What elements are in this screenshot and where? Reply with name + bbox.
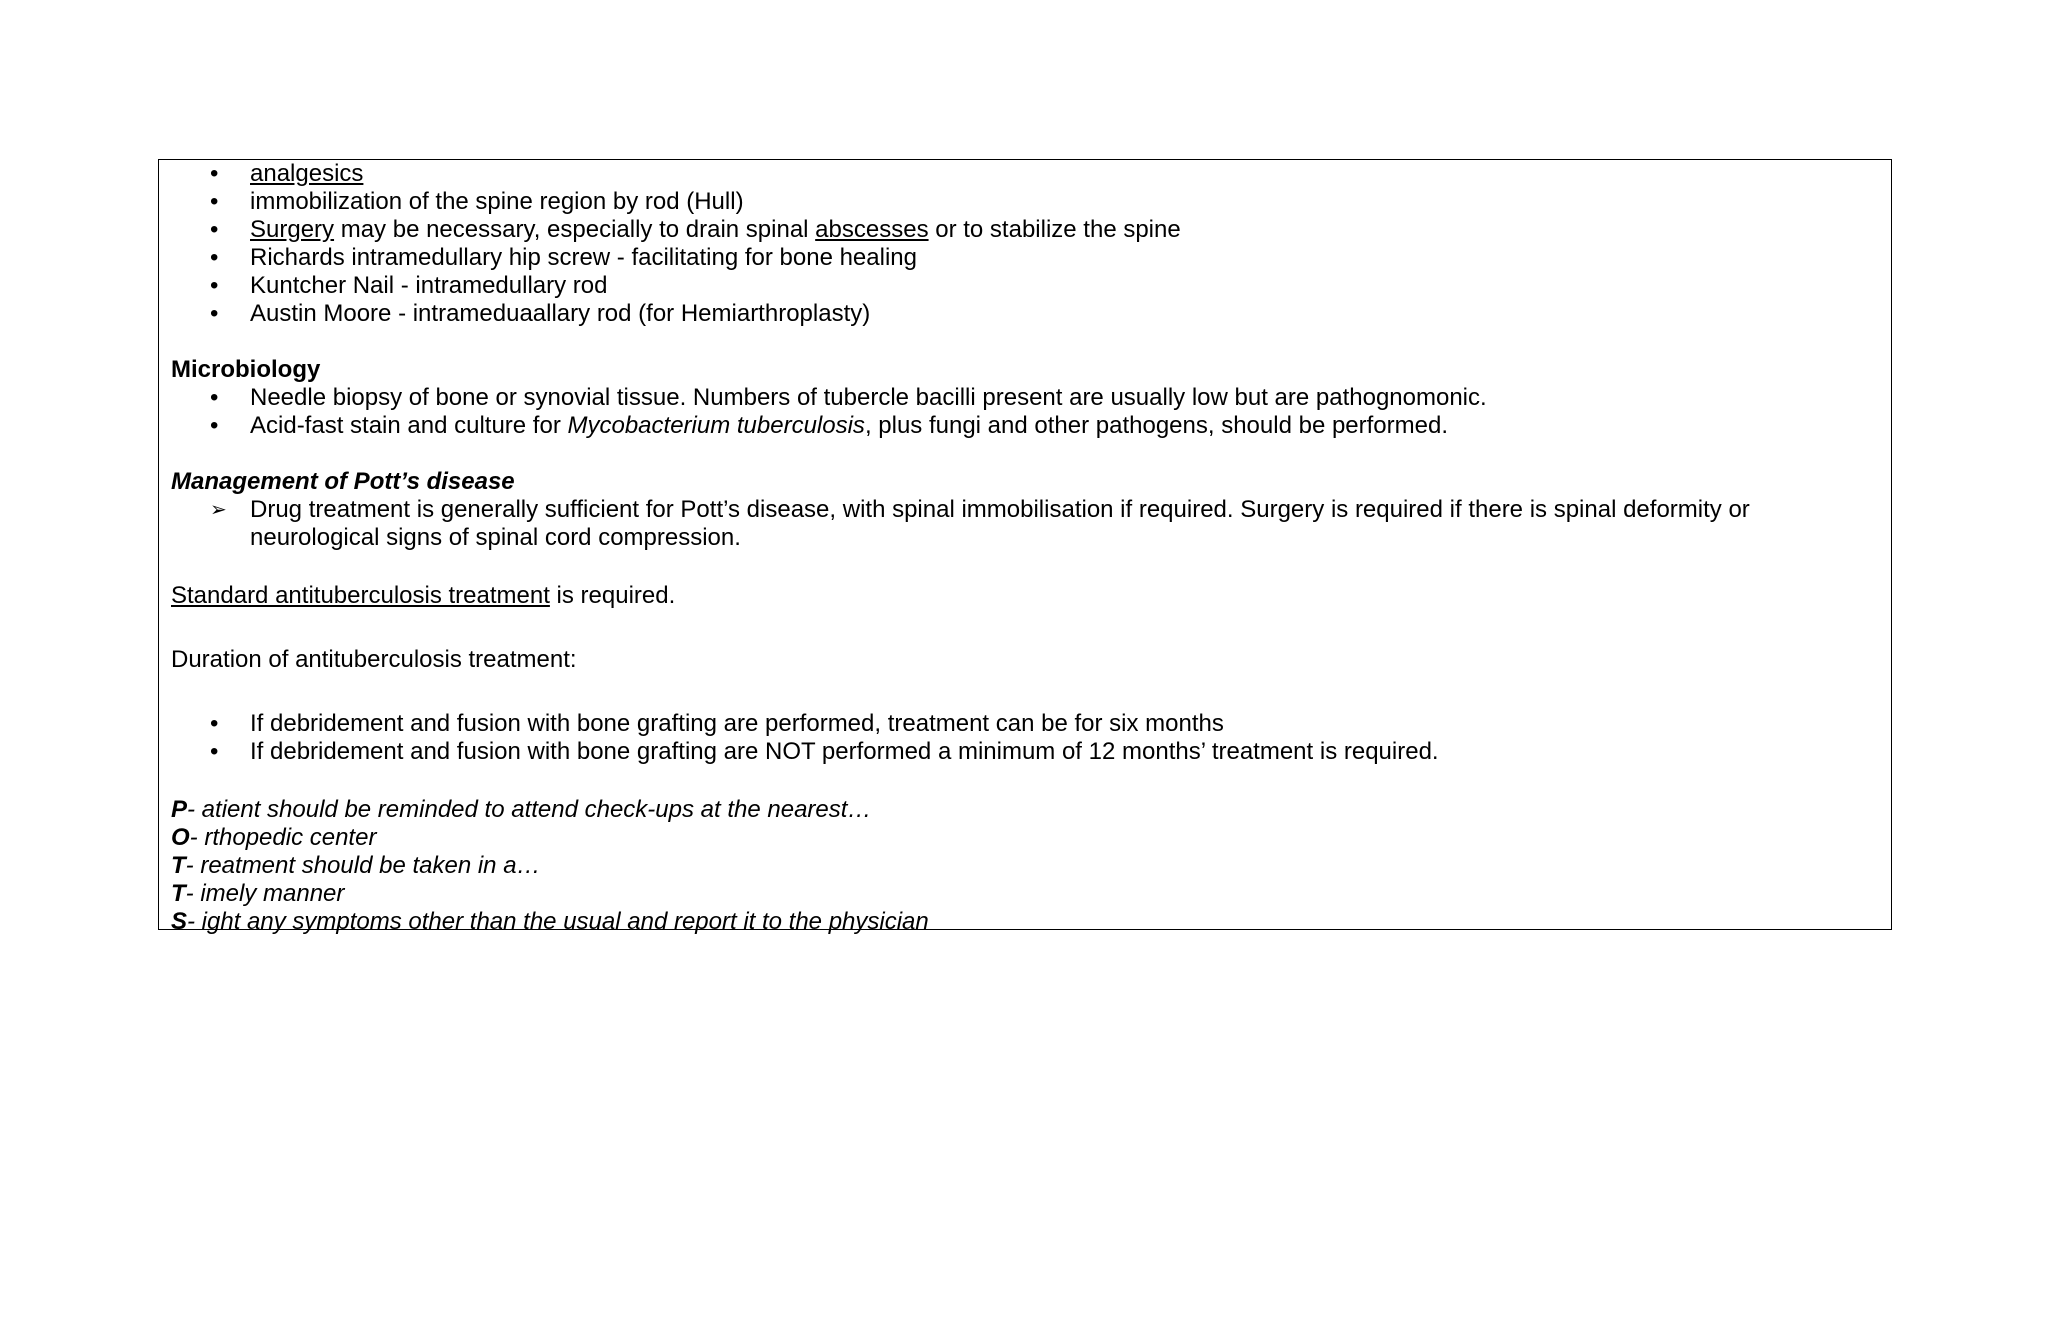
analgesics-link[interactable]: analgesics <box>250 160 364 187</box>
standard-treatment-line <box>171 582 675 610</box>
list-item: If debridement and fusion with bone grafting are NOT performed a minimum of 12 months’ treatment is required. <box>250 738 1439 765</box>
mnemonic-text: - ight any symptoms other than the usual and report it to the physician <box>187 908 929 935</box>
list-item: Kuntcher Nail - intramedullary rod <box>250 272 608 299</box>
mnemonic-letter: T <box>171 852 186 879</box>
mnemonic-letter: P <box>171 796 188 823</box>
mnemonic-line <box>171 796 871 824</box>
mnemonic-text: - atient should be reminded to attend check-ups at the nearest… <box>187 796 872 823</box>
list-item: Austin Moore - intrameduaallary rod (for Hemiarthroplasty) <box>250 300 871 327</box>
mnemonic-text: - imely manner <box>185 880 345 907</box>
list-item <box>250 412 1448 440</box>
management-text-line1: Drug treatment is generally sufficient for Pott’s disease, with spinal immobilisation if required. Surgery is required if there is spinal deformity or <box>250 496 1750 523</box>
standard-treatment-rest: is required. <box>549 582 676 609</box>
abscesses-link[interactable]: abscesses <box>815 216 929 243</box>
list-item-text: , plus fungi and other pathogens, should be performed. <box>864 412 1449 439</box>
bullet: • <box>210 738 219 765</box>
organism-name: Mycobacterium tuberculosis <box>567 412 865 439</box>
mnemonic-letter: T <box>171 880 186 907</box>
bullet: • <box>210 384 219 411</box>
bullet: • <box>210 710 219 737</box>
bullet: • <box>210 300 219 327</box>
list-item-text: may be necessary, especially to drain spinal <box>334 216 816 243</box>
bullet: • <box>210 244 219 271</box>
bullet: • <box>210 412 219 439</box>
mnemonic-letter: O <box>171 824 190 851</box>
list-item-text: or to stabilize the spine <box>928 216 1181 243</box>
mnemonic-text: - rthopedic center <box>189 824 377 851</box>
mnemonic-line <box>171 908 929 936</box>
bullet: • <box>210 160 219 187</box>
list-item <box>250 160 363 188</box>
surgery-link[interactable]: Surgery <box>250 216 335 243</box>
bullet: • <box>210 272 219 299</box>
list-item-text: Acid-fast stain and culture for <box>250 412 568 439</box>
mnemonic-line <box>171 852 541 880</box>
mnemonic-line <box>171 880 344 908</box>
management-text-line2: neurological signs of spinal cord compression. <box>250 524 741 551</box>
list-item <box>250 216 1181 244</box>
list-item: If debridement and fusion with bone grafting are performed, treatment can be for six months <box>250 710 1224 737</box>
section-heading-management: Management of Pott’s disease <box>171 468 515 495</box>
duration-heading: Duration of antituberculosis treatment: <box>171 646 577 673</box>
arrow-bullet-icon: ➢ <box>210 499 227 521</box>
mnemonic-line <box>171 824 376 852</box>
list-item: Richards intramedullary hip screw - facilitating for bone healing <box>250 244 917 271</box>
bullet: • <box>210 188 219 215</box>
list-item: Needle biopsy of bone or synovial tissue. Numbers of tubercle bacilli present are usually low but are pathognomonic. <box>250 384 1487 411</box>
mnemonic-letter: S <box>171 908 188 935</box>
list-item: immobilization of the spine region by rod (Hull) <box>250 188 744 215</box>
section-heading-microbiology: Microbiology <box>171 356 321 383</box>
bullet: • <box>210 216 219 243</box>
standard-treatment-link[interactable]: Standard antituberculosis treatment <box>171 582 550 609</box>
mnemonic-text: - reatment should be taken in a… <box>185 852 541 879</box>
